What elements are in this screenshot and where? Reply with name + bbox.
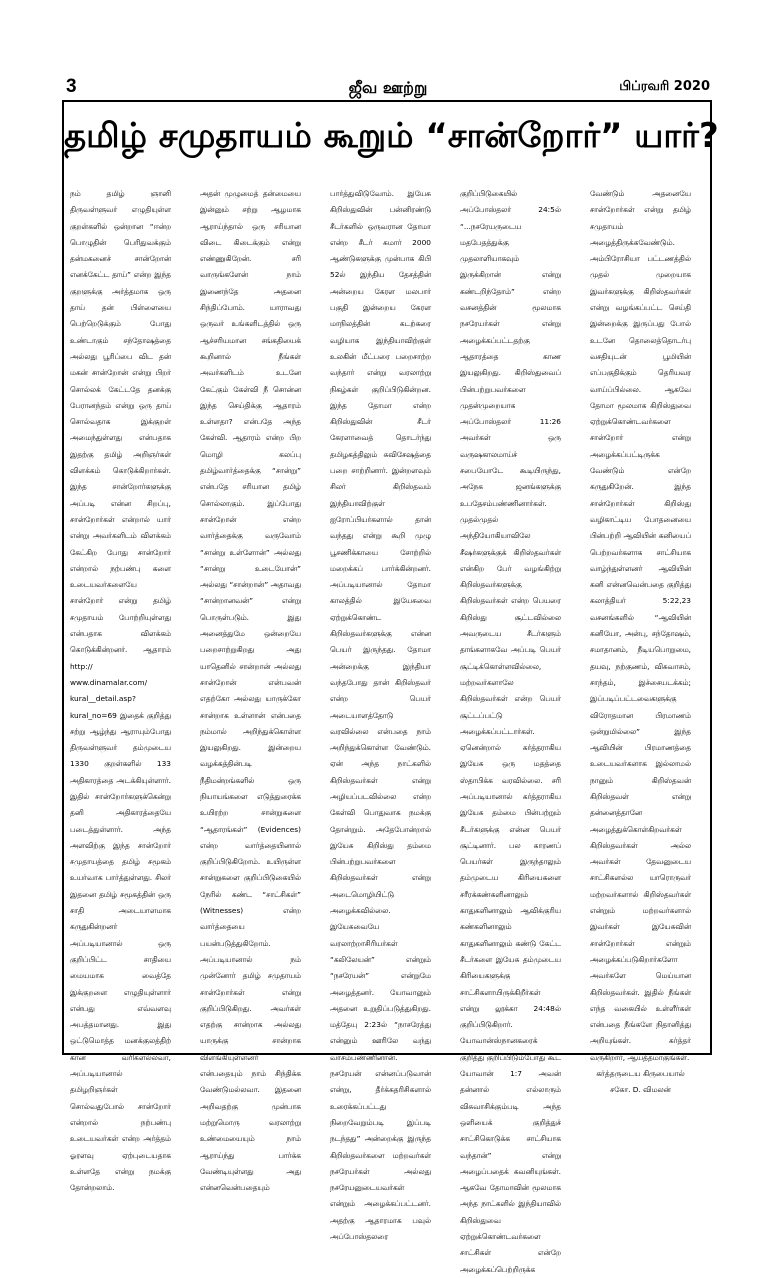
column-text: பார்த்துவிடுவோம். இயேசு கிறிஸ்துவின் பன்னிரண்டு சீடர்களில் ஒருவரான தோமா என்ற சீடர் சுமார் 2000 ஆண்டுகளுக்கு முன்பாக கிபி 52ல் இந்திய தேசத்தின் அன்றைய கேரள மலபார் பகுதி இன்றைய கேரள மாநிலத்தின் கடற்கரை வழியாக இந்தியாவிற்குள் உலகின் மீட்பரை பறைசாற்ற வந்தார் என்று வரலாற்று நிகழ்கள் குறிப்பிடுகின்றன. இந்த தோமா என்ற கிறிஸ்துவின் சீடர் கேரளாவைத் தொடர்ந்து தமிழகத்திலும் சுவிசேஷத்தை பறை சாற்றினார். இன்றளவும் சிலர் கிறிஸ்தவம் இந்தியாவிற்குள் ஐரோப்பியர்களால் தான் வந்தது என்று கூறி முழு பூசணிக்காயை சோற்றில் மறைக்கப் பார்க்கின்றனர். அப்படியானால் தோமா காலத்தில் இயேசுவை ஏற்றுக்கொண்ட கிறிஸ்தவர்களுக்கு என்ன பெயர் இருந்தது. தோமா அன்றைக்கு இந்தியா வந்தபோது தான் கிறிஸ்தவர் என்ற பெயர் அடையாளத்தோடு வரவில்லை என்பதை நாம் அறிந்துக்கொள்ள வேண்டும். ஏன் அந்த நாட்களில் கிறிஸ்தவர்கள் என்று அழியப்படவில்லை என்ற கேள்வி பொதுவாக நமக்கு தோன்றும். அதேபோன்றால் இயேசு கிறிஸ்து தம்மை பின்பற்றுபவர்களை கிறிஸ்தவர்கள் என்று அடைமொழியிட்டு அழைக்கவில்லை. இயேசுவையே வரலாற்றாசிரியர்கள் “கலிலேயன்” என்றும் “நசரேயன்” என்றுமே அழைத்தனர். யோவானும் அதனை உறுதிப்படுத்துகிறது. மத்தேயு 2:23ல் “நாசரேத்து என்னும் ஊரிலே வந்து வாசம்பண்ணினான். நசரேயன் என்னப்படுவான் என்று, தீர்க்கதரிசிகளால் உரைக்கப்பட்டது நிறைவேறும்படி இப்படி நடந்தது” அன்றைக்கு இருந்த கிறிஸ்தவர்களை மற்றவர்கள் நசரேயர்கள் அல்லது நசரேயனுடையவர்கள் என்றும் அழைக்கப்பட்டனர். அதற்கு ஆதாரமாக பவுல் அப்போஸ்தலரை [330, 189, 431, 1241]
article-columns [70, 186, 704, 1274]
article-column-3 [330, 186, 431, 1241]
article-title: தமிழ் சமுதாயம் கூறும் “சான்றோர்” யார்? [64, 116, 719, 156]
article-frame [62, 100, 719, 1274]
column-text: குறிப்பிடுகையில் அப்போஸ்தலர் 24:5ல் “...நசரேயருடைய மதபேதத்துக்கு முதலாளியாகவும் இருக்கிறான் என்று கண்டறிந்தோம்” என்ற வசனத்தின் மூலமாக நசரேயர்கள் என்று அழைக்கப்பட்டதற்கு ஆதாரத்தை காண இயலுகிறது. கிறிஸ்துவைப் பின்பற்றுபவர்களை முதன்முறையாக அப்போஸ்தலர் 11:26 அவர்கள் ஒரு வருஷகாலமாய்ச் சபையோடே கூடியிருந்து, அநேக ஜனங்களுக்கு உபதேசம்பண்ணினார்கள். முதல்முதல் அந்தியோகியாவிலே சீஷர்களுக்குக் கிறிஸ்தவர்கள் என்கிற பேர் வழங்கிற்று கிறிஸ்தவர்களுக்கு கிறிஸ்தவர்கள் என்ற பெயரை கிறிஸ்து சூட்டவில்லை அவருடைய சீடர்களும் தாங்களாகவே அப்படி பெயர் சூட்டிக்கொள்ளவில்லை, மற்றவர்களாலே கிறிஸ்தவர்கள் என்ற பெயர் சூட்டப்பட்டு அழைக்கப்பட்டார்கள். ஏனென்றால் கர்த்தராகிய இயேசு ஒரு மதத்தை ஸ்தாபிக்க வரவில்லை. சரி அப்படியானால் கர்த்தராகிய இயேசு தம்மை பின்பற்றும் சீடர்களுக்கு என்ன பெயர் சூட்டினார். பல காரணப் பெயர்கள் இருந்தாலும் தம்முடைய கிரியைகளை சரீரக்கண்களினாலும் காதுகளினாலும் ஆவிக்குரிய கண்களினாலும் காதுகளினாலும் கண்டு கேட்ட சீடர்களை இயேசு தம்முடைய கிரியைகளுக்கு சாட்சிகளாயிருக்கிறீர்கள் என்று லூக்கா 24:48ல் குறிப்பிடுகிறார். யோவான்ஸ்நானகரைக் குறித்து குறிப்பிடும்போது கூட யோவான் 1:7 அவன் தன்னால் எல்லாரும் விசுவாசிக்கும்படி அந்த ஒளியைக் குறித்துச் சாட்சிகொடுக்க சாட்சியாக வந்தான்” என்று அழைப்பதைக் கவனியுங்கள். ஆகவே தோமாவின் மூலமாக அந்த நாட்களில் இந்தியாவில் கிறிஸ்துவை ஏற்றுக்கொண்டவர்களை சாட்சிகள் என்றே அழைக்கப்பெற்றிருக்க [460, 189, 561, 1274]
article-column-5 [590, 186, 691, 1095]
page-header [62, 76, 714, 102]
article-column-1 [70, 186, 171, 1193]
column-text: வேண்டும் அதனையே சான்றோர்கள் என்று தமிழ் சமுதாயம் அழைத்திருக்கவேண்டும். அம்பிரோசியா பட்டணத்தில் முதல் முறையாக இவர்களுக்கு கிறிஸ்தவர்கள் என்று வழங்கப்பட்ட செய்தி இன்றைக்கு இருப்பது போல் உடனே தொலைத்தொடர்பு வசதியுடன் பூமியின் எப்பகுதிக்கும் தெரியவர வாய்ப்பில்லை. ஆகவே தோமா மூலமாக கிறிஸ்துவை ஏற்றுக்கொண்டவர்களை சான்றோர் என்று அழைக்கப்பட்டிருக்க வேண்டும் என்றே கருதுகிறேன். இந்த சான்றோர்கள் கிறிஸ்து வழிகாட்டிய போதனையை பின்பற்றி ஆவியின் கனியைப் பெற்றவர்களாக சாட்சியாக வாழ்ந்துள்ளனர் ஆவியின் கனி என்னவென்பதை குறித்து கலாத்தியர் 5:22,23 வசனங்களில் “ஆவியின் கனியோ, அன்பு, சந்தோஷம், சமாதானம், நீடியபொறுமை, தயவு, நற்குணம், விசுவாசம், சாந்தம், இச்சையடக்கம்; இப்படிப்பட்டவைகளுக்கு விரோதமான பிரமாணம் ஒன்றுமில்லை” இந்த ஆவியின் பிரமாணத்தை உடையவர்களாக இல்லாமல் நானும் கிறிஸ்தவன் கிறிஸ்தவள் என்று தன்னைத்தானே அழைத்துக்கொள்கிறவர்கள் கிறிஸ்தவர்கள் அல்ல அவர்கள் தேவனுடைய சாட்சிகளல்ல யாரொருவர் மற்றவர்களால் கிறிஸ்தவர்கள் என்றும் மற்றவர்களால் இவர்கள் இயேசுவின் சான்றோர்கள் என்றும் அழைக்கப்படுகிறார்களோ அவர்களே மெய்யான கிறிஸ்தவர்கள். இதில் நீங்கள் எந்த வகையில் உள்ளீர்கள் என்பதை நீங்களே நிதானித்து அறியுங்கள். கர்த்தர் வருகிறார், ஆயத்தமாகுங்கள். [590, 189, 691, 1062]
page-number: 3 [66, 76, 77, 97]
column-text: நம் தமிழ் ஞானி திருவள்ளுவர் எழுதியுள்ள குறள்களில் ஒன்றான “ஈன்ற பொழுதின் பெரிதுவக்கும் தன்மகனைச் சான்றோன் எனக்கேட்ட தாய்” என்ற இந்த குறளுக்கு அர்த்தமாக ஒரு தாய் தன் பிள்ளையை பெற்றெடுக்கும் போது உண்டாகும் சந்தோஷத்தை அல்லது பூரிப்பை விட தன் மகன் சான்றோன் என்று பிறர் சொல்லக் கேட்டதே தனக்கு பேரானந்தம் என்று ஒரு தாய் சொல்வதாக இக்குறள் அமைந்துள்ளது என்பதாக இதற்கு தமிழ் அறிஞர்கள் விளக்கம் கொடுக்கிறார்கள். இந்த சான்றோர்களுக்கு அப்படி என்ன சிறப்பு, சான்றோர்கள் என்றால் யார் என்று அவர்களிடம் விளக்கம் கேட்கிற போது சான்றோர் என்றால் நற்பண்பு களை உடையவர்களையே சான்றோர் என்று தமிழ் சமுதாயம் போற்றியுள்ளது என்பதாக விளக்கம் கொடுக்கின்றனர். ஆதாரம் http:// www.dinamalar.com/ kural__detail.asp?kural_no=69 இதைக் குறித்து சற்று ஆழ்ந்து ஆராயும்போது திருவள்ளுவர் தம்முடைய 1330 குறள்களில் 133 அதிகாரத்தை அடக்கியுள்ளார். இதில் சான்றோர்களுக்கென்று தனி அதிகாரத்தையே படைத்துள்ளார். அந்த அளவிற்கு இந்த சான்றோர் சமுதாயத்தை தமிழ் சமூகம் உயர்வாக பார்த்துள்ளது. சிலர் இதனை தமிழ் சமூகத்தின் ஒரு சாதி அடையாளமாக கருதுகின்றனர் அப்படியானால் ஒரு குறிப்பிட்ட சாதியை மையமாக வைத்தே இக்குறளை எழுதியுள்ளார் என்பது எவ்வளவு அபத்தமானது. இது ஒட்டுமொத்த மனக்குலத்திற் கான வரிகளல்லவா, அப்படியானால் தமிழறிஞர்கள் சொல்வதுபோல் சான்றோர் என்றால் நற்பண்பு உடையவர்கள் என்ற அர்த்தம் ஓரளவு ஏற்புடையதாக உள்ளதே என்று நமக்கு தோன்றலாம். [70, 189, 171, 1193]
author-name: சகோ. D. விமலன் [610, 1085, 671, 1095]
signature-line: கர்த்தருடைய கிருபையால் [596, 1069, 685, 1079]
issue-date: பிப்ரவரி 2020 [619, 79, 710, 94]
article-column-4 [460, 186, 561, 1274]
article-column-2 [200, 186, 301, 1193]
column-text: அதன் முழுமைத் தன்மையை இன்னும் சற்று ஆழமாக ஆராய்ந்தால் ஒரு சரியான விடை கிடைக்கும் என்று எண்ணுகிறேன். சரி வாருங்களேன் நாம் இணைந்தே அதனை சிந்திப்போம். யாராவது ஒருவர் உங்களிடத்தில் ஒரு ஆச்சரியமான சங்கதியைக் கூறினால் நீங்கள் அவர்களிடம் உடனே கேட்கும் கேள்வி நீ சொன்ன இந்த செய்திக்கு ஆதாரம் உள்ளதா? என்பதே அந்த கேள்வி. ஆதாரம் என்ற பிற மொழி கலப்பு தமிழ்வார்த்தைக்கு “சான்று” என்பதே சரியான தமிழ் சொல்லாகும். இப்போது சான்றோன் என்ற வார்த்தைக்கு வருவோம் “சான்று உள்ளோன்” அல்லது “சான்று உடையோன்” அல்லது “சான்றான்” அதாவது “சான்றானவன்” என்று பொருள்படும். இது அனைத்துமே ஒன்றையே பறைசாற்றுகிறது அது யாதெனில் சான்றான் அல்லது சான்றோன் என்பவன் எதற்கோ அல்லது யாருக்கோ சான்றாக உள்ளான் என்பதை நம்மால் அறிந்துக்கொள்ள இயலுகிறது. இன்றைய வழக்கத்தின்படி நீதிமன்றங்களில் ஒரு நியாயங்களை எடுத்துரைக்க உயிரற்ற சான்றுகளை “ஆதாரங்கள்” (Evidences) என்ற வார்த்தையினால் குறிப்பிடுகிறோம். உயிருள்ள சான்றுகளை குறிப்பிடுகையில் நேரில் கண்ட “சாட்சிகள்” (Witnesses) என்ற வார்த்தையை பயன்படுத்துகிறோம். அப்படியானால் நம் முன்னோர் தமிழ் சமுதாயம் சான்றோர்கள் என்று குறிப்பிடுகிறது. அவர்கள் எதற்கு சான்றாக அல்லது யாருக்கு சான்றாக விளங்கியுள்ளனர் என்பதையும் நாம் சிந்திக்க வேண்டுமல்லவா. இதனை அறிவதற்கு முன்பாக மற்றுமொரு வரலாற்று உண்மையையும் நாம் ஆராய்ந்து பார்க்க வேண்டியுள்ளது அது என்னவென்பதையும் [200, 189, 301, 1193]
magazine-name: ஜீவ ஊற்று [348, 78, 428, 97]
